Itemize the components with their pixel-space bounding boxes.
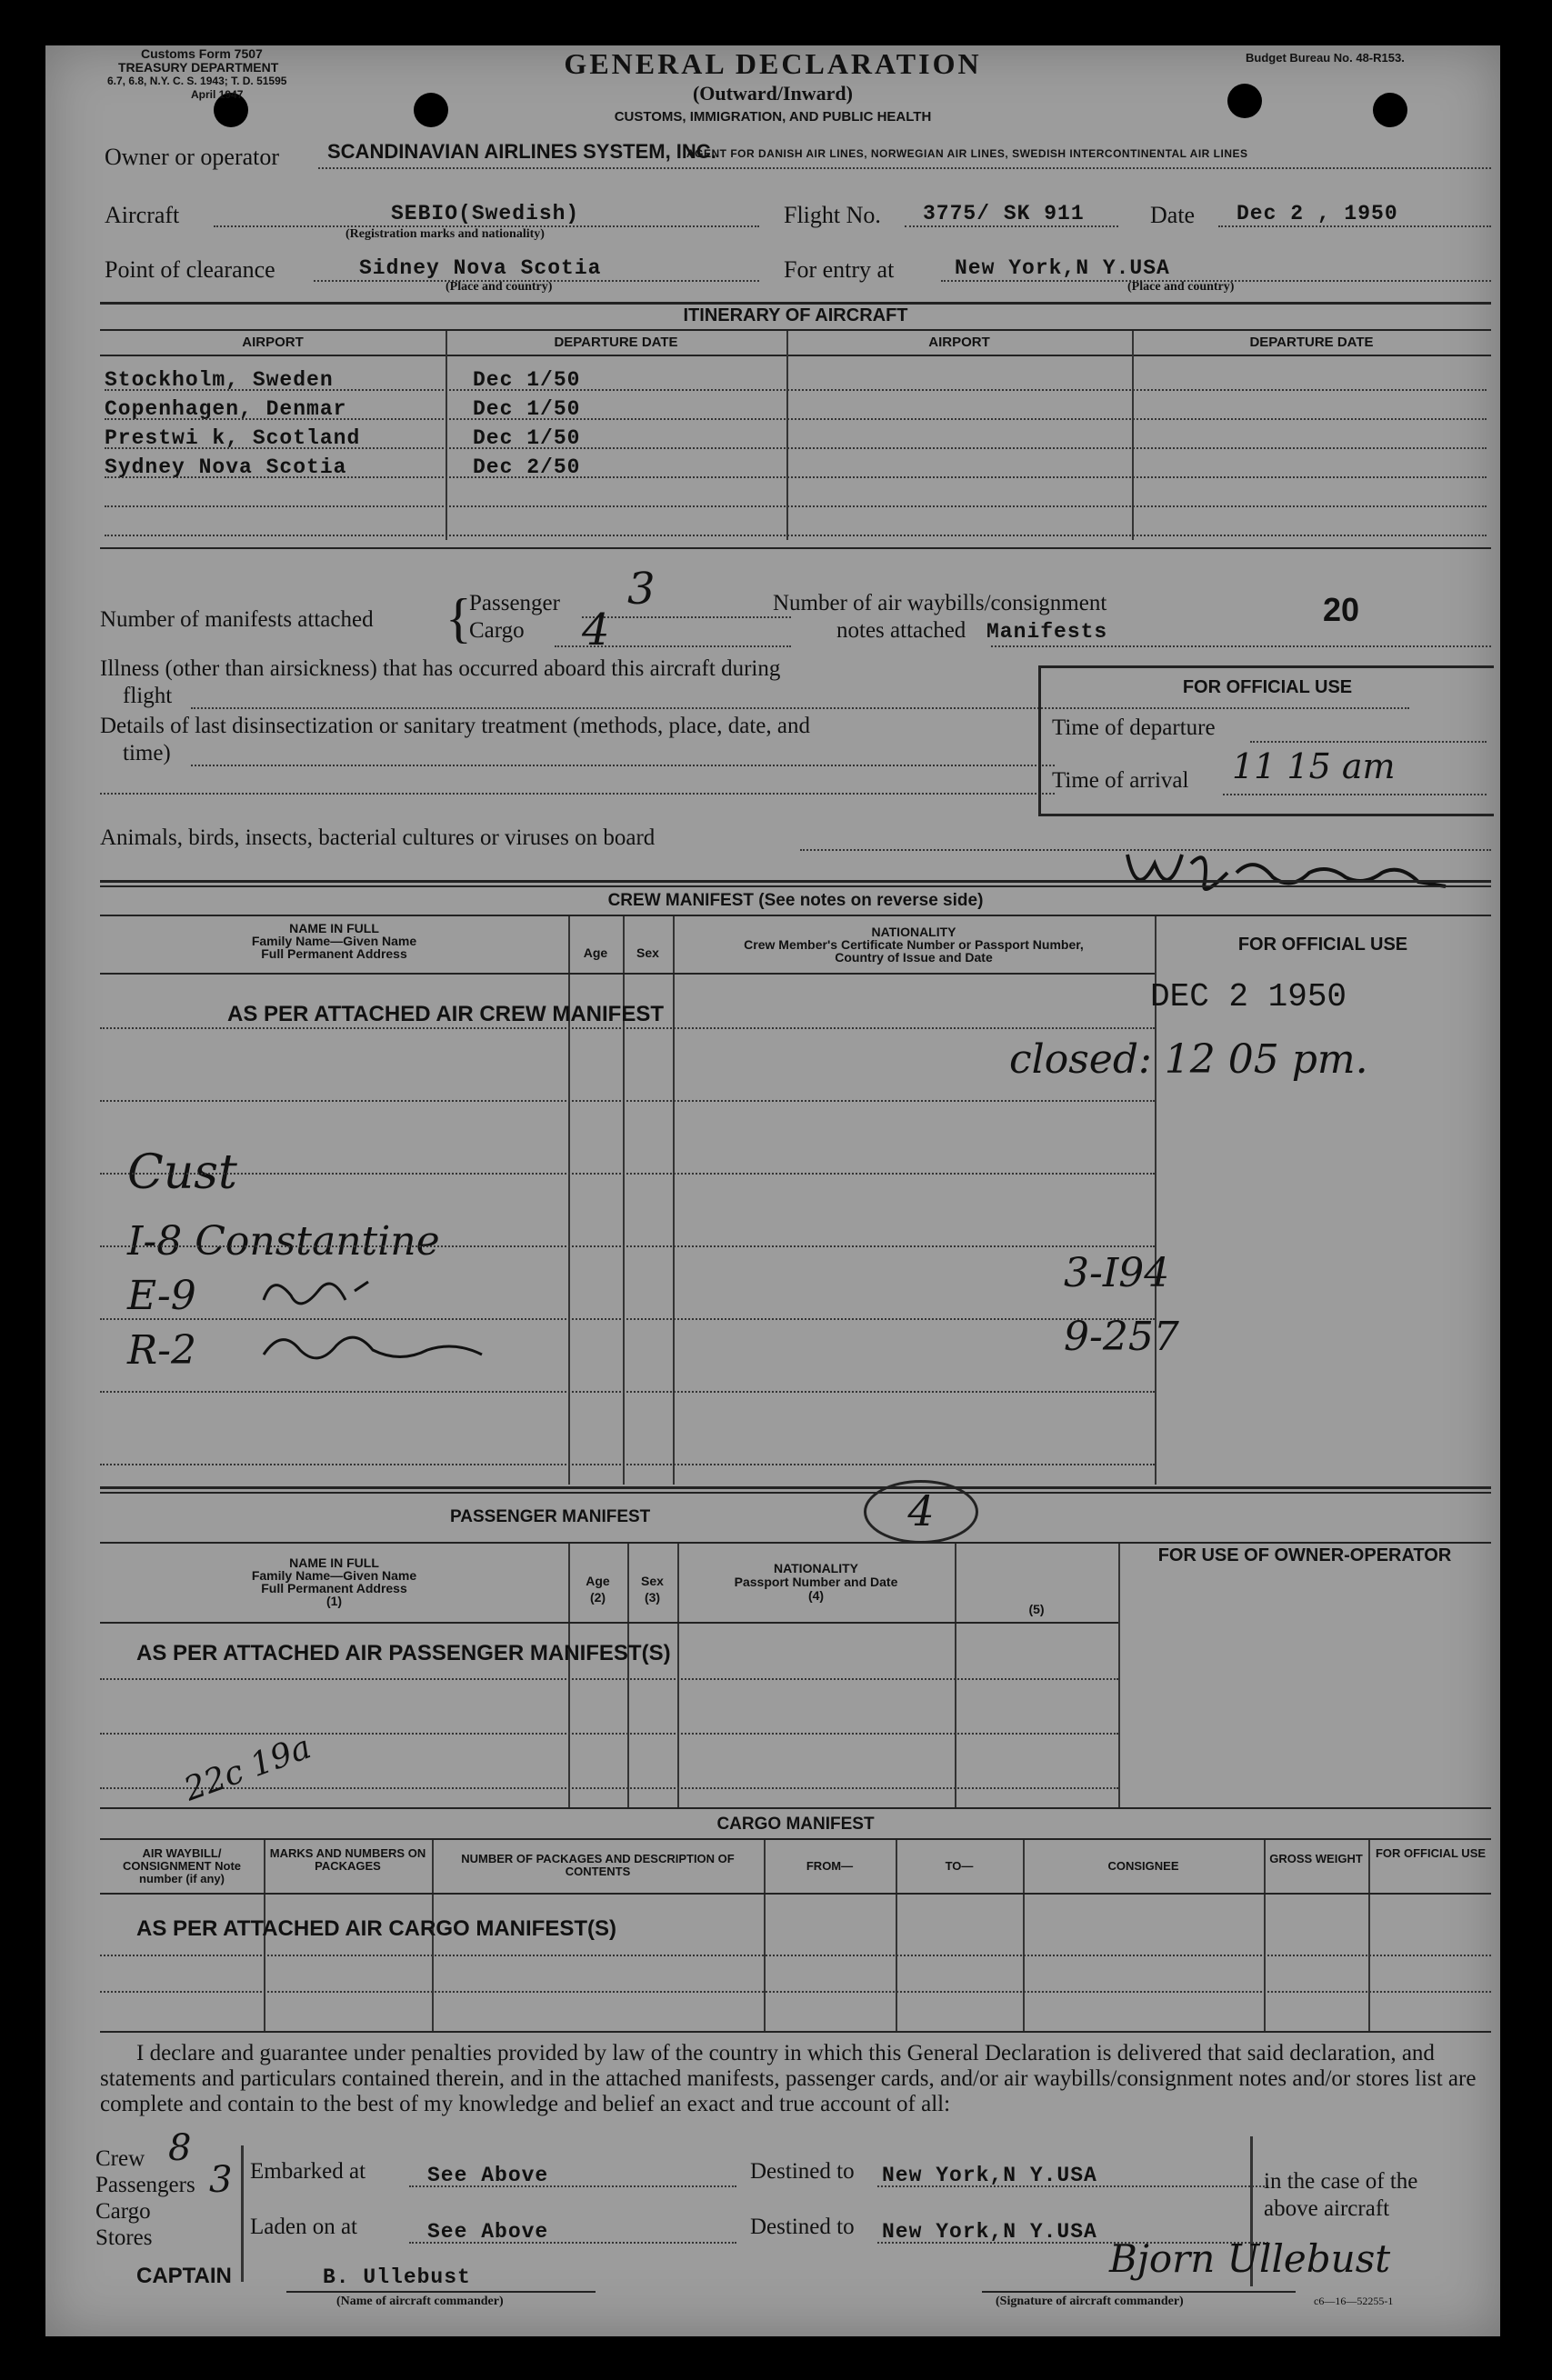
disinsect-label: Details of last disinsectization or sanitary treatment (methods, place, date, and: [100, 714, 810, 738]
cargo-col-to: TO—: [945, 1859, 974, 1873]
form-agencies: CUSTOMS, IMMIGRATION, AND PUBLIC HEALTH: [614, 109, 932, 125]
cargo-col-from: FROM—: [806, 1859, 854, 1873]
form-date: April 1947: [191, 88, 244, 101]
declaration-form: [45, 45, 1500, 2336]
crew-stamp-date: DEC 2 1950: [1150, 978, 1347, 1015]
aircraft-label: Aircraft: [105, 202, 180, 228]
waybills-value: 20: [1323, 591, 1360, 628]
itinerary-date: Dec 2/50: [473, 455, 581, 479]
cargo-col-marks: MARKS AND NUMBERS ON PACKAGES: [269, 1846, 426, 1873]
official-use-title: FOR OFFICIAL USE: [1182, 677, 1353, 697]
crew-col-nat-2: Crew Member's Certificate Number or Passport Number,: [744, 937, 1084, 952]
cargo-value: 4: [582, 605, 610, 655]
owner-value: SCANDINAVIAN AIRLINES SYSTEM, INC.: [327, 140, 716, 163]
time-of-arrival-label: Time of arrival: [1052, 768, 1189, 793]
passenger-col-nat-2: Passport Number and Date: [734, 1575, 898, 1589]
form-subtitle: (Outward/Inward): [692, 82, 853, 105]
punch-hole: [1373, 93, 1407, 127]
waybills-label: Number of air waybills/consignment: [773, 591, 1107, 615]
cargo-title: CARGO MANIFEST: [716, 1815, 875, 1834]
case-of-label: in the case of the: [1264, 2169, 1418, 2194]
itinerary-rows: [105, 365, 360, 482]
crew-official-use: FOR OFFICIAL USE: [1237, 935, 1408, 955]
passenger-circled-count: 4: [864, 1480, 978, 1544]
form-references: 6.7, 6.8, N.Y. C. S. 1943; T. D. 51595: [107, 75, 287, 87]
cargo-attached: AS PER ATTACHED AIR CARGO MANIFEST(S): [136, 1916, 616, 1941]
punch-hole: [414, 93, 448, 127]
passenger-col-nationality: [677, 1562, 955, 1603]
brace: {: [446, 588, 472, 648]
owner-label: Owner or operator: [105, 144, 280, 170]
aircraft-value: SEBIO(Swedish): [391, 202, 580, 225]
crew-col-name-1: NAME IN FULL: [289, 921, 379, 935]
crew-closed: closed: 12 05 pm.: [1009, 1036, 1368, 1083]
time-of-arrival-value: 11 15 am: [1232, 746, 1396, 786]
passenger-title: PASSENGER MANIFEST: [450, 1507, 651, 1526]
passenger-col-name: [100, 1556, 568, 1607]
itinerary-airport: Stockholm, Sweden: [105, 368, 334, 392]
declaration-passengers: Passengers: [95, 2173, 195, 2197]
destined-label-2: Destined to: [750, 2215, 855, 2239]
crew-hand-4: R-2: [127, 1327, 196, 1374]
crew-number-1: 3-I94: [1064, 1250, 1170, 1296]
crew-col-nat-1: NATIONALITY: [871, 925, 956, 939]
entry-value: New York,N Y.USA: [955, 256, 1170, 280]
laden-value: See Above: [427, 2220, 549, 2244]
waybills-label-2: notes attached: [836, 618, 966, 643]
cargo-col-weight: GROSS WEIGHT: [1269, 1852, 1363, 1865]
illness-label-2: flight: [123, 684, 173, 708]
itinerary-airport: Copenhagen, Denmar: [105, 397, 347, 421]
passenger-col-name-2: Family Name—Given Name: [251, 1568, 417, 1583]
passenger-col-name-4: (1): [325, 1594, 343, 1608]
entry-note: (Place and country): [1127, 280, 1235, 294]
above-aircraft-label: above aircraft: [1264, 2196, 1390, 2221]
captain-signature-note: (Signature of aircraft commander): [996, 2295, 1184, 2308]
punch-hole: [1227, 84, 1262, 118]
declaration-text: I declare and guarantee under penalties provided by law of the country in which this General Declaration is delivered that said declaration, and statements and particulars contained therein, and in the attached manifests, passenger cards, and/or air waybills/consignment notes and/or stores list are complete and contain to the best of my knowledge and belief an exact and true account of all:: [100, 2041, 1477, 2116]
crew-attached: AS PER ATTACHED AIR CREW MANIFEST: [227, 1002, 664, 1026]
embarked-value: See Above: [427, 2164, 549, 2187]
passenger-col-age: [568, 1573, 627, 1605]
cargo-col-packages: NUMBER OF PACKAGES AND DESCRIPTION OF CONTENTS: [461, 1852, 735, 1878]
manifests-label: Number of manifests attached: [100, 607, 374, 632]
passenger-col-sex: [627, 1573, 677, 1605]
itinerary-date: Dec 1/50: [473, 426, 581, 450]
itinerary-col-airport-2: AIRPORT: [928, 335, 990, 350]
crew-col-age: Age: [583, 945, 608, 960]
aircraft-note: (Registration marks and nationality): [345, 227, 545, 241]
declaration-stores: Stores: [95, 2225, 153, 2250]
time-of-departure-label: Time of departure: [1052, 715, 1216, 740]
disinsect-label-2: time): [123, 741, 171, 765]
passenger-col-age-1: Age: [586, 1574, 610, 1588]
crew-col-nat-3: Country of Issue and Date: [835, 950, 993, 965]
cargo-label: Cargo: [469, 618, 525, 643]
clearance-label: Point of clearance: [105, 256, 275, 283]
itinerary-col-departure-2: DEPARTURE DATE: [1249, 335, 1374, 350]
crew-col-sex: Sex: [636, 945, 659, 960]
date-value: Dec 2 , 1950: [1237, 202, 1398, 225]
captain-name-note: (Name of aircraft commander): [336, 2295, 504, 2308]
passenger-col-sex-2: (3): [644, 1590, 661, 1605]
itinerary-col-airport: AIRPORT: [242, 335, 304, 350]
crew-col-name-3: Full Permanent Address: [261, 946, 407, 961]
crew-col-name: [100, 922, 568, 960]
crew-col-nationality: [673, 925, 1155, 964]
passenger-hand: 22c 19a: [179, 1728, 316, 1809]
crew-title: CREW MANIFEST (See notes on reverse side): [607, 891, 984, 910]
declaration-crew-count: 8: [168, 2127, 192, 2169]
itinerary-airport: Prestwi k, Scotland: [105, 426, 361, 450]
passenger-col-nat-3: (4): [807, 1588, 825, 1603]
declaration-crew: Crew: [95, 2146, 145, 2171]
flight-value: 3775/ SK 911: [923, 202, 1085, 225]
captain-signature: Bjorn Ullebust: [1109, 2236, 1391, 2281]
passenger-col-name-1: NAME IN FULL: [289, 1555, 379, 1570]
cargo-col-official: FOR OFFICIAL USE: [1375, 1846, 1487, 1860]
date-label: Date: [1150, 202, 1196, 228]
form-title: GENERAL DECLARATION: [564, 47, 982, 80]
illness-label: Illness (other than airsickness) that has occurred aboard this aircraft during: [100, 656, 781, 681]
itinerary-col-departure: DEPARTURE DATE: [554, 335, 678, 350]
passenger-attached: AS PER ATTACHED AIR PASSENGER MANIFEST(S): [136, 1641, 671, 1665]
customs-form-number: Customs Form 7507: [141, 46, 263, 61]
cargo-col-waybill: AIR WAYBILL/ CONSIGNMENT Note number (if any): [123, 1846, 241, 1885]
clearance-note: (Place and country): [446, 280, 553, 294]
crew-hand-2: I-8 Constantine: [127, 1218, 440, 1265]
flight-label: Flight No.: [784, 202, 881, 228]
passenger-value: 3: [627, 564, 656, 615]
clearance-value: Sidney Nova Scotia: [359, 256, 602, 280]
crew-col-name-2: Family Name—Given Name: [251, 934, 417, 948]
entry-label: For entry at: [784, 256, 895, 283]
budget-bureau: Budget Bureau No. 48-R153.: [1246, 51, 1405, 65]
passenger-col-5: (5): [1028, 1602, 1045, 1616]
crew-hand-1: Cust: [127, 1145, 237, 1200]
passenger-col-nat-1: NATIONALITY: [773, 1561, 859, 1575]
destined-value-1: New York,N Y.USA: [882, 2164, 1097, 2187]
passenger-col-sex-1: Sex: [641, 1574, 664, 1588]
animals-label: Animals, birds, insects, bacterial cultures or viruses on board: [100, 825, 656, 850]
itinerary-date: Dec 1/50: [473, 368, 581, 392]
itinerary-date: Dec 1/50: [473, 397, 581, 421]
official-use-box: [1038, 665, 1494, 816]
itinerary-dates: [473, 365, 580, 482]
captain-value: B. Ullebust: [323, 2265, 471, 2289]
treasury-department: TREASURY DEPARTMENT: [118, 60, 279, 75]
owner-agent: AGENT FOR DANISH AIR LINES, NORWEGIAN AIR LINES, SWEDISH INTERCONTINENTAL AIR LINES: [686, 147, 1248, 160]
laden-label: Laden on at: [250, 2215, 358, 2239]
destined-value-2: New York,N Y.USA: [882, 2220, 1097, 2244]
passenger-col-age-2: (2): [589, 1590, 606, 1605]
crew-number-2: 9-257: [1064, 1314, 1179, 1360]
embarked-label: Embarked at: [250, 2159, 366, 2184]
itinerary-airport: Sydney Nova Scotia: [105, 455, 347, 479]
waybills-typed: Manifests: [986, 620, 1108, 644]
passenger-col-name-3: Full Permanent Address: [261, 1581, 407, 1595]
form-number: c6—16—52255-1: [1314, 2295, 1394, 2307]
cargo-col-consignee: CONSIGNEE: [1107, 1859, 1179, 1873]
declaration-cargo: Cargo: [95, 2199, 151, 2224]
passenger-label: Passenger: [469, 591, 560, 615]
itinerary-title: ITINERARY OF AIRCRAFT: [683, 305, 908, 325]
owner-operator-use: FOR USE OF OWNER-OPERATOR: [1157, 1545, 1452, 1565]
declaration-passenger-count: 3: [209, 2159, 233, 2201]
destined-label-1: Destined to: [750, 2159, 855, 2184]
crew-hand-3: E-9: [127, 1273, 196, 1319]
captain-label: CAPTAIN: [136, 2264, 232, 2288]
